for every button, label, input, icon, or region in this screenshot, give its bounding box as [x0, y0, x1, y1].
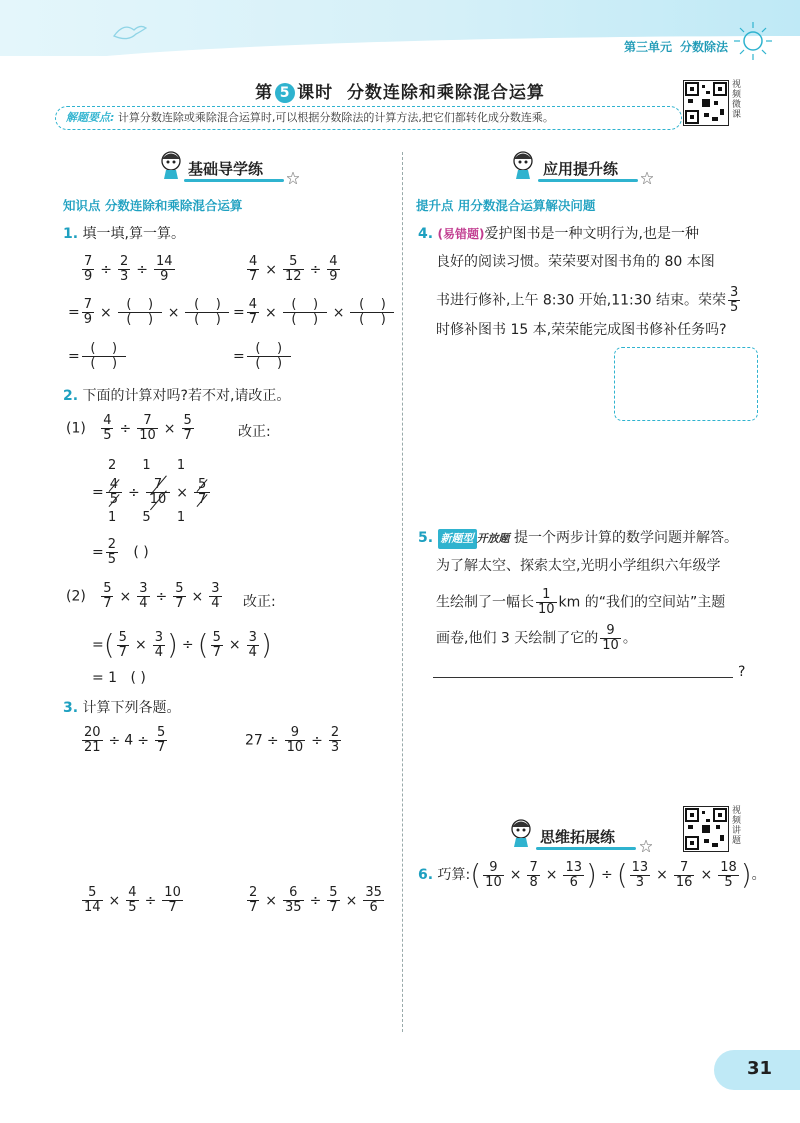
denominator: 7	[212, 644, 221, 660]
question-4-text: 爱护图书是一种文明行为,也是一种	[484, 226, 699, 242]
question-5-line-4	[436, 624, 637, 653]
section-title-basic: 基础导学练	[188, 160, 264, 178]
denominator: 4	[154, 644, 163, 660]
fraction	[146, 478, 171, 507]
numerator: 18	[720, 859, 737, 875]
fraction	[285, 726, 306, 755]
denominator: 7	[248, 312, 258, 327]
numerator: 4	[248, 297, 258, 312]
section-title-extend: 思维拓展练	[540, 828, 616, 846]
page-number: 31	[746, 1058, 772, 1079]
question-4-line-1	[418, 224, 699, 244]
fraction	[563, 861, 584, 890]
denominator: 7	[249, 900, 258, 915]
cancel-number: 1	[108, 510, 117, 525]
q2-part-2: (2) $\frac{5}{7}$ × $\frac{3}{4}$ ÷ $\frac{5}{7}$ × $\frac{3}{4}$	[66, 581, 220, 611]
numerator: 3	[139, 581, 148, 596]
fix-label-2: 改正:	[243, 594, 276, 610]
denominator: 10	[286, 740, 304, 755]
fraction	[154, 255, 175, 284]
denominator: 10	[485, 874, 502, 890]
numerator: 5	[198, 477, 207, 492]
q3-expr-1: $\frac{20}{21}$ ÷ 4 ÷ $\frac{5}{7}$	[84, 725, 166, 755]
cancel-number: 1	[176, 510, 186, 525]
question-5-text: 提一个两步计算的数学问题并解答。	[513, 530, 738, 546]
fraction	[182, 414, 194, 443]
fraction	[630, 861, 651, 890]
column-divider	[402, 152, 403, 1032]
improvement-point: 提升点 用分数混合运算解决问题	[416, 198, 596, 213]
fraction	[106, 538, 118, 567]
numerator: 3	[730, 285, 739, 300]
question-5-text: km 的“我们的空间站”主题	[558, 594, 726, 611]
numerator: 6	[283, 886, 304, 901]
qr-mid-label: 视频讲题	[732, 806, 742, 846]
numerator: 20	[84, 725, 101, 740]
numerator: 5	[283, 255, 304, 270]
question-1-text: 填一填,算一算。	[82, 226, 185, 242]
question-1-number: 1.	[63, 226, 79, 242]
numerator: 7	[148, 478, 169, 492]
fraction	[247, 631, 259, 660]
page-title	[0, 78, 800, 103]
denominator: 12	[285, 269, 302, 284]
denominator: 9	[84, 269, 93, 284]
fraction	[153, 631, 165, 660]
denominator: 10	[602, 638, 619, 653]
fraction	[329, 726, 341, 755]
cancel-number: 5	[142, 510, 151, 525]
numerator: 4	[109, 477, 119, 492]
fraction	[101, 414, 113, 443]
q1-expr-a: $\frac{7}{9}$ ÷ $\frac{2}{3}$ ÷ $\frac{14}{9}$	[84, 254, 173, 284]
denominator: 3	[120, 269, 129, 284]
question-4-line-2: 良好的阅读习惯。荣荣要对图书角的 80 本图	[436, 254, 715, 270]
numerator: 14	[156, 254, 173, 269]
qr-top-label: 视频微课	[732, 80, 742, 120]
numerator: 4	[128, 885, 137, 900]
question-5-number: 5.	[418, 530, 434, 546]
q1-step-a: = $\frac{7}{9}$ × $\frac{( )}{( )}$ × $\frac{( )}{( )}$	[68, 298, 231, 327]
denominator: 7	[198, 492, 207, 507]
numerator: 10	[164, 885, 181, 900]
denominator: 7	[249, 269, 258, 284]
unit-label	[624, 38, 728, 55]
fraction	[363, 886, 384, 915]
fraction	[155, 726, 167, 755]
qr-code-top[interactable]	[683, 80, 729, 126]
denominator: 5	[730, 300, 739, 315]
mascot-icon	[510, 150, 536, 180]
denominator: 10	[538, 602, 555, 617]
fraction	[728, 286, 740, 315]
denominator: 14	[84, 900, 101, 915]
unit-text: 第三单元	[623, 40, 672, 54]
numerator: 5	[156, 725, 166, 740]
denominator: 5	[107, 552, 117, 567]
numerator: 3	[211, 581, 220, 596]
answer-line[interactable]	[433, 677, 733, 678]
denominator: 5	[724, 874, 733, 890]
q2-result-2	[92, 670, 146, 686]
fraction	[211, 631, 223, 660]
fraction	[283, 255, 304, 284]
question-5-line-2: 为了解太空、探索太空,光明小学组织六年级学	[436, 558, 721, 574]
qr-icon	[684, 807, 728, 851]
q1-expr-b: $\frac{4}{7}$ × $\frac{5}{12}$ ÷ $\frac{4}{9}$	[249, 254, 338, 284]
question-3-text: 计算下列各题。	[82, 700, 181, 716]
numerator: 5	[82, 886, 103, 901]
title-post: 课时	[297, 83, 334, 103]
star-icon	[641, 172, 653, 184]
denominator: 7	[183, 428, 192, 443]
numerator: 2	[330, 725, 340, 740]
tip-box	[55, 106, 682, 130]
question-5-line-1	[418, 528, 738, 549]
cancel-number: 1	[176, 458, 186, 473]
fix-label-1: 改正:	[238, 424, 271, 440]
denominator: 7	[175, 596, 184, 611]
denominator: 4	[211, 596, 220, 611]
cancel-number: 2	[108, 458, 117, 473]
denominator: 9	[329, 269, 338, 284]
error-prone-tag: (易错题)	[437, 227, 485, 241]
fraction	[209, 582, 221, 611]
fraction	[137, 414, 158, 443]
question-3-number: 3.	[63, 700, 79, 716]
denominator: 7	[168, 900, 177, 915]
part-label: (2)	[66, 588, 86, 605]
question-2	[63, 386, 290, 406]
denominator: 5	[109, 492, 119, 507]
question-mark: ?	[738, 664, 746, 680]
denominator: 3	[635, 874, 645, 890]
q1-result-b: = $\frac{( )}{( )}$	[233, 342, 293, 371]
denominator: 9	[160, 269, 169, 284]
question-5-line-3	[436, 588, 725, 617]
denominator: 4	[139, 596, 148, 611]
numerator: 35	[365, 885, 382, 900]
fraction	[126, 886, 138, 915]
denominator: 35	[285, 900, 302, 915]
denominator: 7	[103, 596, 112, 611]
numerator: 9	[600, 624, 621, 639]
numerator: 2	[120, 254, 129, 269]
qr-code-mid[interactable]	[683, 806, 729, 852]
numerator: 3	[248, 629, 257, 645]
question-5-text: 画卷,他们 3 天绘制了它的	[436, 630, 599, 647]
fraction	[82, 886, 103, 915]
q2-result-1: = $\frac{2}{5}$ ( )	[92, 537, 149, 567]
mascot-icon	[158, 150, 184, 180]
whole-number: 27	[245, 732, 263, 749]
question-2-text: 下面的计算对吗?若不对,请改正。	[82, 388, 291, 404]
fraction	[82, 255, 94, 284]
fraction	[283, 886, 304, 915]
section-title-apply: 应用提升练	[543, 160, 619, 178]
numerator: 7	[674, 861, 695, 876]
fraction	[117, 631, 129, 660]
fill-blank[interactable]: $\frac{( )}{( )}$	[247, 342, 291, 371]
numerator: 5	[175, 581, 184, 596]
denominator: 8	[529, 874, 538, 890]
fill-blank[interactable]: $\frac{( )}{( )}$	[118, 298, 162, 327]
question-4-line-3	[436, 286, 742, 315]
numerator: 1	[536, 588, 557, 603]
judgement-blank[interactable]: ( )	[130, 670, 146, 686]
question-4-line-4: 时修补图书 15 本,荣荣能完成图书修补任务吗?	[436, 322, 727, 338]
denominator: 6	[369, 900, 378, 915]
denominator: 10	[149, 492, 167, 507]
part-label: (1)	[66, 420, 86, 437]
knowledge-point: 知识点 分数连除和乘除混合运算	[63, 198, 243, 213]
fraction	[718, 861, 739, 890]
cancel-top-row	[108, 458, 185, 473]
fraction	[101, 582, 113, 611]
lesson-number: 5	[275, 83, 295, 103]
denominator: 16	[675, 874, 693, 890]
new-type-tag: 新题型	[438, 529, 477, 549]
numerator: 2	[107, 537, 117, 552]
numerator: 9	[483, 861, 504, 876]
fraction	[327, 255, 339, 284]
fraction	[194, 478, 210, 507]
section-underline	[538, 179, 638, 182]
fraction	[82, 726, 103, 755]
whole-number: 4	[124, 732, 134, 749]
numerator: 5	[103, 581, 112, 596]
question-3	[63, 698, 181, 718]
section-underline	[536, 847, 636, 850]
question-1	[63, 224, 185, 244]
fraction	[600, 624, 621, 653]
q3-expr-4: $\frac{2}{7}$ × $\frac{6}{35}$ ÷ $\frac{5}{7}$ × $\frac{35}{6}$	[249, 885, 382, 915]
topic-text: 分数除法	[679, 40, 728, 54]
q1-step-b: = $\frac{4}{7}$ × $\frac{( )}{( )}$ × $\frac{( )}{( )}$	[233, 298, 396, 327]
fraction	[536, 588, 557, 617]
q3-expr-3: $\frac{5}{14}$ × $\frac{4}{5}$ ÷ $\frac{10}{7}$	[84, 885, 181, 915]
numerator: 5	[329, 885, 338, 900]
tip-text: 计算分数连除或乘除混合运算时,可以根据分数除法的计算方法,把它们都转化成分数连乘。	[117, 111, 554, 124]
numerator: 7	[84, 254, 93, 269]
numerator: 7	[83, 297, 93, 312]
numerator: 5	[212, 629, 221, 645]
denominator: 7	[329, 900, 338, 915]
denominator: 10	[139, 428, 156, 443]
fraction	[137, 582, 149, 611]
hint-box	[614, 347, 758, 421]
star-icon	[287, 172, 299, 184]
numerator: 7	[137, 414, 158, 429]
denominator: 7	[156, 740, 166, 755]
numerator: 13	[565, 859, 583, 875]
q2-cancel-expr: = $\frac{4}{5}$ ÷ $\frac{7}{10}$ × $\frac{5}{7}$	[92, 478, 212, 507]
fill-blank[interactable]: $\frac{( )}{( )}$	[283, 298, 327, 327]
numerator: 5	[183, 413, 192, 428]
fraction	[173, 582, 185, 611]
fraction	[527, 861, 539, 890]
numerator: 2	[249, 885, 258, 900]
star-icon	[640, 840, 652, 852]
title-name: 分数连除和乘除混合运算	[346, 83, 545, 103]
bird-icon	[110, 18, 150, 44]
qr-icon	[684, 81, 728, 125]
numerator: 4	[249, 254, 258, 269]
result-text: = 1	[92, 670, 118, 686]
fill-blank[interactable]: $\frac{( )}{( )}$	[82, 342, 126, 371]
fraction	[327, 886, 339, 915]
fraction	[162, 886, 183, 915]
cancel-number: 1	[142, 458, 151, 473]
open-question-tag: 开放题	[476, 532, 510, 545]
question-6: 6. 巧算:( $\frac{9}{10}$ × $\frac{7}{8}$ × $\frac{13}{6}$ ) ÷ ( $\frac{13}{3}$ × $\frac{7}{16}$ × $\frac{18}{5}$ )。	[418, 858, 766, 891]
fraction	[247, 255, 259, 284]
q2-paren-expr: =( $\frac{5}{7}$ × $\frac{3}{4}$ ) ÷ ( $\frac{5}{7}$ × $\frac{3}{4}$ )	[92, 628, 272, 661]
question-5-text: 。	[622, 630, 637, 647]
denominator: 9	[83, 312, 93, 327]
cancel-bottom-row	[108, 510, 185, 525]
mascot-icon	[508, 818, 534, 848]
denominator: 7	[118, 644, 127, 660]
sun-icon	[730, 18, 776, 64]
denominator: 3	[330, 740, 340, 755]
question-6-end: 。	[751, 867, 766, 883]
judgement-blank[interactable]: ( )	[133, 544, 149, 561]
numerator: 3	[154, 629, 163, 645]
fraction	[674, 861, 695, 890]
section-underline	[184, 179, 284, 182]
title-pre: 第	[255, 83, 274, 103]
fraction	[483, 861, 504, 890]
numerator: 4	[329, 254, 338, 269]
denominator: 6	[569, 874, 578, 890]
numerator: 5	[118, 629, 127, 645]
denominator: 4	[248, 644, 257, 660]
fraction	[82, 298, 94, 327]
fill-blank[interactable]: $\frac{( )}{( )}$	[185, 298, 229, 327]
question-4-number: 4.	[418, 226, 434, 242]
q1-result-a: = $\frac{( )}{( )}$	[68, 342, 128, 371]
tip-key: 解题要点:	[66, 111, 115, 124]
question-2-number: 2.	[63, 388, 79, 404]
q2-part-1: (1) $\frac{4}{5}$ ÷ $\frac{7}{10}$ × $\frac{5}{7}$	[66, 413, 192, 443]
question-5-text: 生绘制了一幅长	[436, 594, 534, 611]
q3-expr-2: 27 ÷ $\frac{9}{10}$ ÷ $\frac{2}{3}$	[245, 725, 340, 755]
fraction	[118, 255, 130, 284]
denominator: 5	[103, 428, 112, 443]
denominator: 21	[84, 740, 101, 755]
fraction	[106, 478, 122, 507]
numerator: 9	[285, 726, 306, 741]
numerator: 7	[529, 859, 538, 875]
question-6-number: 6.	[418, 867, 434, 883]
fill-blank[interactable]: $\frac{( )}{( )}$	[350, 298, 394, 327]
numerator: 4	[103, 413, 112, 428]
fraction	[247, 886, 259, 915]
numerator: 13	[631, 859, 649, 875]
denominator: 5	[128, 900, 137, 915]
question-4-text: 书进行修补,上午 8:30 开始,11:30 结束。荣荣	[436, 292, 727, 309]
question-6-text: 巧算:	[437, 867, 471, 883]
fraction	[247, 298, 259, 327]
